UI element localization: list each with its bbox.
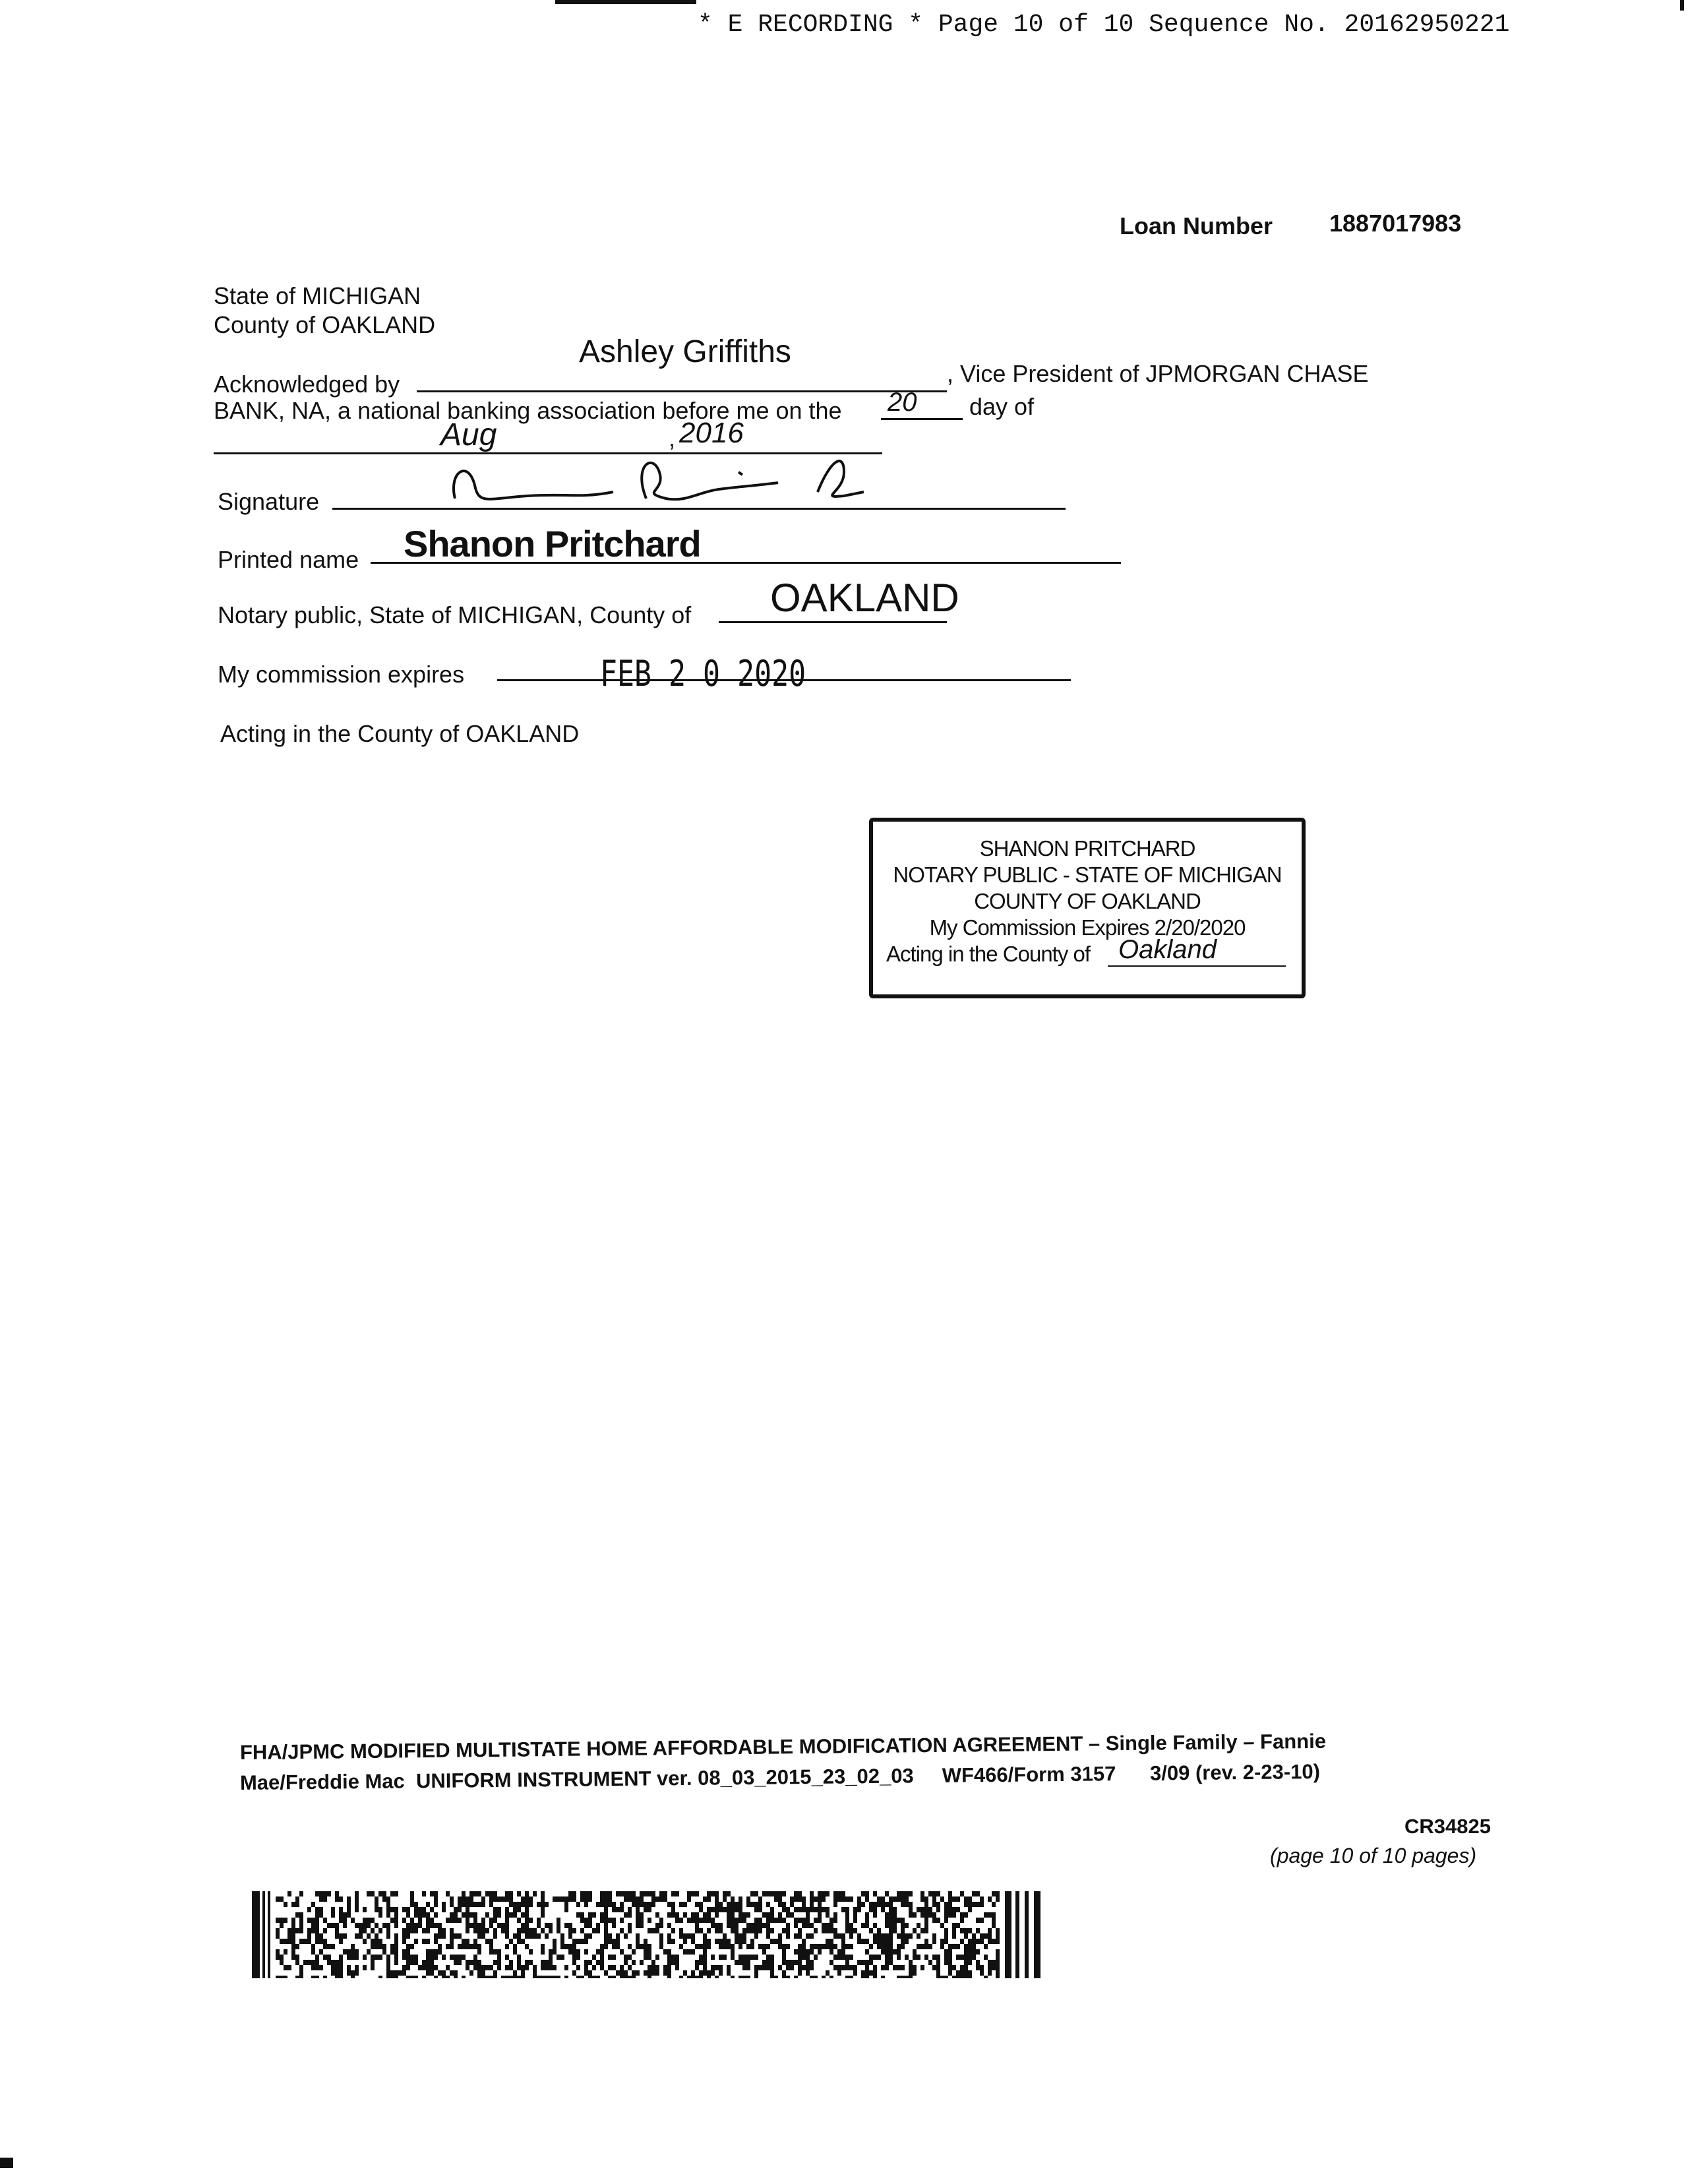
day-line bbox=[881, 418, 963, 420]
scan-right-mark bbox=[1680, 0, 1684, 11]
form-title-line2: Mae/Freddie Mac UNIFORM INSTRUMENT ver. 08_03_2015_23_02_03 WF466/Form 3157 3/09 (rev. 2-23-10) bbox=[239, 1759, 1321, 1794]
acknowledged-year: 2016 bbox=[679, 417, 744, 449]
venue-county: County of OAKLAND bbox=[214, 311, 436, 338]
acting-county: Acting in the County of OAKLAND bbox=[220, 720, 580, 747]
loan-number-value: 1887017983 bbox=[1329, 210, 1462, 237]
notary-county-line bbox=[719, 621, 947, 623]
acknowledged-day: 20 bbox=[888, 388, 917, 417]
commission-line bbox=[497, 679, 1071, 681]
acknowledged-month: Aug bbox=[440, 417, 497, 452]
stamp-acting-value: Oakland bbox=[1118, 935, 1217, 964]
printed-name-value: Shanon Pritchard bbox=[404, 523, 701, 564]
stamp-acting-label: Acting in the County of bbox=[886, 942, 1091, 966]
notary-stamp bbox=[869, 818, 1306, 998]
day-of-label: day of bbox=[969, 393, 1035, 420]
stamp-expires: My Commission Expires 2/20/2020 bbox=[929, 915, 1246, 940]
form-title-line1: FHA/JPMC MODIFIED MULTISTATE HOME AFFORDABLE MODIFICATION AGREEMENT – Single Family – Fannie bbox=[239, 1729, 1327, 1764]
stamp-county: COUNTY OF OAKLAND bbox=[974, 889, 1201, 913]
notary-county-label: Notary public, State of MICHIGAN, County of bbox=[218, 601, 692, 628]
venue-state: State of MICHIGAN bbox=[214, 282, 421, 309]
notary-county-value: OAKLAND bbox=[770, 576, 959, 620]
scan-top-bar bbox=[555, 0, 696, 4]
stamp-acting-line bbox=[1108, 965, 1286, 967]
signature-label: Signature bbox=[218, 488, 320, 515]
scan-bottom-mark bbox=[0, 2158, 13, 2168]
printed-name-label: Printed name bbox=[218, 546, 359, 573]
commission-label: My commission expires bbox=[218, 661, 465, 688]
acknowledgment-line2: BANK, NA, a national banking association before me on the bbox=[214, 397, 842, 424]
acknowledged-name: Ashley Griffiths bbox=[579, 334, 791, 369]
page-count: (page 10 of 10 pages) bbox=[1270, 1844, 1477, 1867]
stamp-title: NOTARY PUBLIC - STATE OF MICHIGAN bbox=[893, 863, 1282, 887]
recording-header: * E RECORDING * Page 10 of 10 Sequence No. 20162950221 bbox=[698, 11, 1510, 39]
acknowledged-title: , Vice President of JPMORGAN CHASE bbox=[947, 360, 1369, 387]
handwritten-signature bbox=[448, 446, 870, 518]
month-comma: , bbox=[669, 425, 676, 452]
printed-name-line bbox=[371, 562, 1121, 564]
document-barcode bbox=[252, 1891, 1044, 1978]
form-code: CR34825 bbox=[1404, 1815, 1491, 1838]
loan-number-label: Loan Number bbox=[1120, 212, 1273, 239]
acknowledged-name-line bbox=[417, 390, 947, 392]
acknowledged-by-label: Acknowledged by bbox=[214, 371, 400, 398]
stamp-name: SHANON PRITCHARD bbox=[979, 836, 1195, 861]
commission-date: FEB 2 0 2020 bbox=[600, 653, 806, 694]
